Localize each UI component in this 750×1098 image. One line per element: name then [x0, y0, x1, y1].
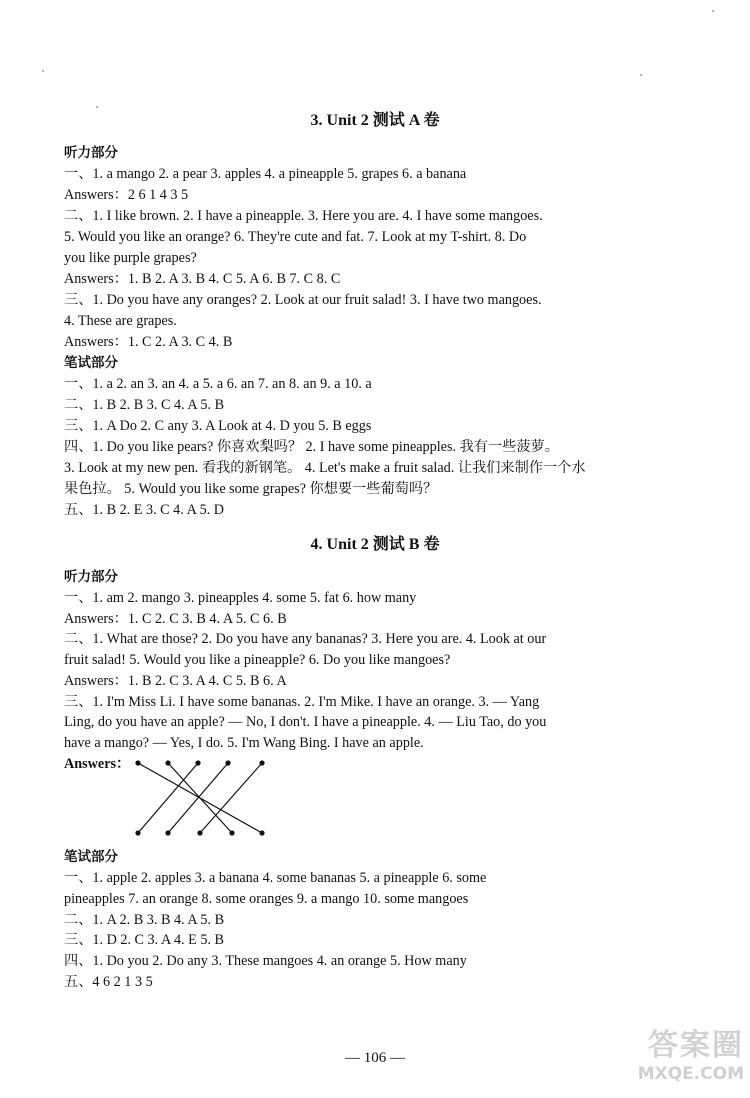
matching-label: Answers：	[64, 756, 131, 772]
match-line	[200, 763, 262, 833]
answer-line: 三、1. I'm Miss Li. I have some bananas. 2. I'm Mike. I have an orange. 3. — Yang	[64, 694, 540, 710]
watermark-logo	[638, 1020, 744, 1084]
watermark-url: MXQE.COM	[637, 1064, 744, 1084]
answer-line: 一、1. am 2. mango 3. pineapples 4. some 5. fat 6. how many	[64, 590, 417, 606]
answer-line: 二、1. I like brown. 2. I have a pineapple. 3. Here you are. 4. I have some mangoes.	[64, 208, 543, 224]
answer-line: you like purple grapes?	[64, 250, 197, 266]
answer-line: Answers：1. B 2. C 3. A 4. C 5. B 6. A	[64, 673, 287, 689]
answer-line: Ling, do you have an apple? — No, I don't. I have a pineapple. 4. — Liu Tao, do you	[64, 714, 547, 730]
answer-line: 一、1. apple 2. apples 3. a banana 4. some bananas 5. a pineapple 6. some	[64, 870, 487, 886]
section-title: 4. Unit 2 测试 B 卷	[310, 536, 440, 553]
match-dot	[198, 831, 202, 835]
answer-line: 一、1. a 2. an 3. an 4. a 5. a 6. an 7. an 8. an 9. a 10. a	[64, 376, 372, 392]
page-number: — 106 —	[345, 1050, 405, 1066]
match-dot	[136, 761, 140, 765]
section-title: 3. Unit 2 测试 A 卷	[310, 112, 440, 129]
written-heading: 笔试部分	[64, 849, 118, 865]
answer-line: 三、1. D 2. C 3. A 4. E 5. B	[64, 932, 225, 948]
watermark-text: 答案圈	[648, 1028, 744, 1063]
match-line	[138, 763, 198, 833]
answer-line: 果色拉。 5. Would you like some grapes? 你想要一些葡萄吗？	[64, 481, 438, 497]
answer-line: 三、1. Do you have any oranges? 2. Look at our fruit salad! 3. I have two mangoes.	[64, 292, 542, 308]
match-dot	[166, 761, 170, 765]
listening-heading: 听力部分	[64, 145, 118, 161]
answer-line: have a mango? — Yes, I do. 5. I'm Wang Bing. I have an apple.	[64, 735, 424, 751]
match-dot	[136, 831, 140, 835]
answer-line: 五、1. B 2. E 3. C 4. A 5. D	[64, 502, 225, 518]
match-dot	[226, 761, 230, 765]
answer-line: 二、1. B 2. B 3. C 4. A 5. B	[64, 397, 225, 413]
listening-heading: 听力部分	[64, 569, 118, 585]
match-dot	[260, 761, 264, 765]
answer-line: 三、1. A Do 2. C any 3. A Look at 4. D you 5. B eggs	[64, 418, 372, 434]
answer-line: 二、1. A 2. B 3. B 4. A 5. B	[64, 912, 225, 928]
answer-line: 二、1. What are those? 2. Do you have any bananas? 3. Here you are. 4. Look at our	[64, 631, 547, 647]
answer-line: 一、1. a mango 2. a pear 3. apples 4. a pineapple 5. grapes 6. a banana	[64, 166, 467, 182]
answer-line: pineapples 7. an orange 8. some oranges 9. a mango 10. some mangoes	[64, 891, 469, 907]
match-dot	[260, 831, 264, 835]
answer-line: Answers：2 6 1 4 3 5	[64, 187, 189, 203]
match-dot	[230, 831, 234, 835]
answer-line: 四、1. Do you like pears? 你喜欢梨吗？ 2. I have some pineapples. 我有一些菠萝。	[64, 439, 559, 455]
match-dot	[166, 831, 170, 835]
answer-line: Answers：1. B 2. A 3. B 4. C 5. A 6. B 7. C 8. C	[64, 271, 341, 287]
answer-line: 3. Look at my new pen. 看我的新钢笔。 4. Let's make a fruit salad. 让我们来制作一个水	[64, 460, 586, 476]
answer-line: 五、4 6 2 1 3 5	[64, 974, 153, 990]
answer-line: Answers：1. C 2. C 3. B 4. A 5. C 6. B	[64, 611, 287, 627]
written-heading: 笔试部分	[64, 355, 118, 371]
answer-line: Answers：1. C 2. A 3. C 4. B	[64, 334, 233, 350]
answer-line: 5. Would you like an orange? 6. They're cute and fat. 7. Look at my T-shirt. 8. Do	[64, 229, 527, 245]
answer-line: 4. These are grapes.	[64, 313, 177, 329]
match-dot	[196, 761, 200, 765]
answer-line: fruit salad! 5. Would you like a pineapple? 6. Do you like mangoes?	[64, 652, 451, 668]
answer-line: 四、1. Do you 2. Do any 3. These mangoes 4. an orange 5. How many	[64, 953, 467, 969]
